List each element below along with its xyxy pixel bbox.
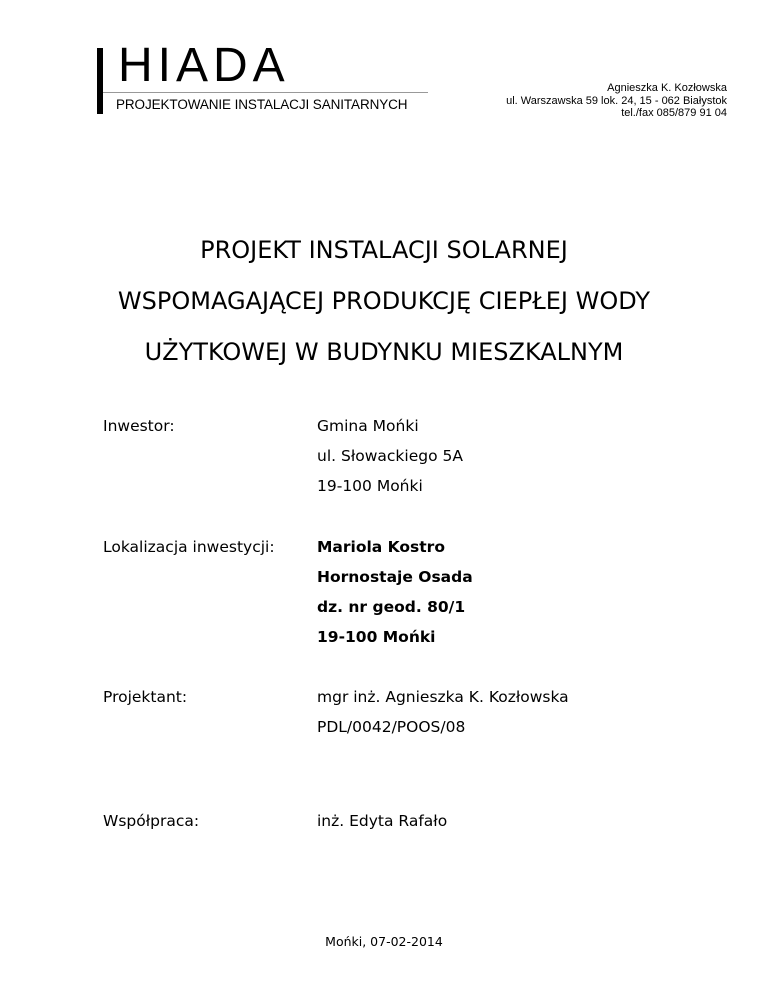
location-plot: dz. nr geod. 80/1 (317, 598, 466, 616)
location-name: Mariola Kostro (317, 538, 445, 556)
document-title (0, 225, 768, 378)
designer-label: Projektant: (103, 688, 188, 706)
location-place: Hornostaje Osada (317, 568, 473, 586)
designer-values (317, 682, 569, 742)
contact-block (506, 82, 727, 120)
investor-values (317, 411, 463, 501)
investor-label: Inwestor: (103, 417, 175, 435)
designer-license: PDL/0042/POOS/08 (317, 718, 466, 736)
title-line-2: WSPOMAGAJĄCEJ PRODUKCJĘ CIEPŁEJ WODY (117, 287, 651, 315)
location-label: Lokalizacja inwestycji: (103, 538, 275, 556)
cooperation-values (317, 806, 447, 836)
investor-street: ul. Słowackiego 5A (317, 447, 463, 465)
designer-name: mgr inż. Agnieszka K. Kozłowska (317, 688, 569, 706)
contact-phone: tel./fax 085/879 91 04 (621, 107, 727, 119)
company-logo: HIADA (118, 39, 290, 92)
investor-city: 19-100 Mońki (317, 477, 423, 495)
logo-bar (97, 48, 103, 114)
logo-divider (103, 92, 428, 93)
cooperation-name: inż. Edyta Rafało (317, 812, 448, 830)
cooperation-label: Współpraca: (103, 812, 200, 830)
title-line-1: PROJEKT INSTALACJI SOLARNEJ (200, 236, 568, 264)
location-city: 19-100 Mońki (317, 628, 436, 646)
company-subtitle: PROJEKTOWANIE INSTALACJI SANITARNYCH (116, 97, 408, 112)
investor-name: Gmina Mońki (317, 417, 419, 435)
location-values (317, 532, 473, 652)
title-line-3: UŻYTKOWEJ W BUDYNKU MIESZKALNYM (144, 338, 624, 366)
contact-name: Agnieszka K. Kozłowska (607, 82, 727, 94)
place-date: Mońki, 07-02-2014 (325, 934, 443, 949)
contact-address: ul. Warszawska 59 lok. 24, 15 - 062 Białystok (506, 94, 727, 107)
